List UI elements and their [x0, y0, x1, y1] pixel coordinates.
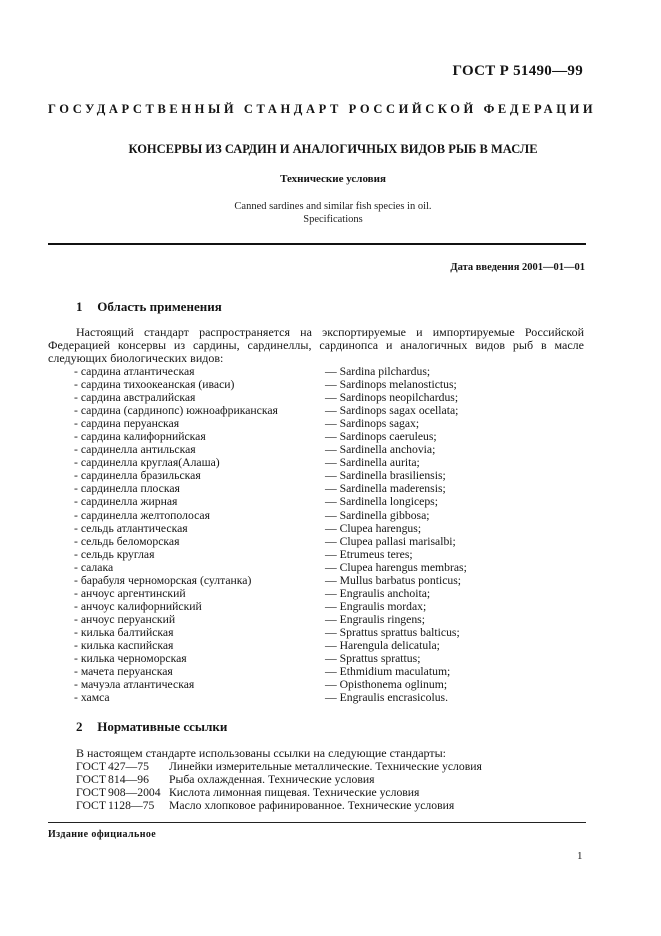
species-row — [74, 652, 594, 665]
species-row — [74, 574, 594, 587]
section-1-number: 1 — [76, 299, 83, 314]
species-latin-name: — Sardinops melanostictus; — [325, 378, 457, 392]
species-latin-name: — Engraulis encrasicolus. — [325, 691, 449, 705]
species-row — [74, 417, 594, 430]
species-row — [74, 404, 594, 417]
species-row — [74, 587, 594, 600]
species-latin-name: — Etrumeus teres; — [325, 547, 413, 561]
reference-number: 814—96 — [108, 773, 149, 786]
species-row — [74, 365, 594, 378]
species-latin-name: — Engraulis ringens; — [325, 612, 425, 626]
species-russian-name: - сардина атлантическая — [74, 365, 195, 378]
species-latin-name: — Engraulis mordax; — [325, 599, 427, 613]
species-row — [74, 430, 594, 443]
species-russian-name: - мачуэла атлантическая — [74, 678, 195, 692]
species-latin-name: — Sardinella maderensis; — [325, 482, 446, 496]
species-row — [74, 626, 594, 639]
reference-row — [76, 760, 596, 773]
section-2-number: 2 — [76, 719, 83, 734]
species-russian-name: - хамса — [74, 691, 110, 705]
species-russian-name: - сардина австралийская — [74, 391, 196, 405]
species-latin-name: — Sardinella longiceps; — [325, 495, 438, 509]
species-russian-name: - сардинелла антильская — [74, 443, 196, 457]
state-standard-banner: ГОСУДАРСТВЕННЫЙ СТАНДАРТ РОССИЙСКОЙ ФЕДЕРАЦИИ — [48, 102, 597, 116]
species-russian-name: - анчоус калифорнийский — [74, 599, 202, 613]
document-title: КОНСЕРВЫ ИЗ САРДИН И АНАЛОГИЧНЫХ ВИДОВ РЫБ В МАСЛЕ — [128, 142, 538, 156]
species-latin-name: — Sprattus sprattus balticus; — [325, 625, 460, 639]
species-row — [74, 378, 594, 391]
species-row — [74, 522, 594, 535]
species-row — [74, 391, 594, 404]
reference-list — [76, 760, 596, 812]
normative-references — [76, 747, 596, 812]
species-russian-name: - анчоус перуанский — [74, 612, 176, 626]
species-latin-name: — Mullus barbatus ponticus; — [325, 573, 462, 587]
reference-row — [76, 773, 596, 786]
english-title — [48, 200, 618, 226]
reference-number: 427—75 — [108, 760, 149, 773]
species-row — [74, 613, 594, 626]
references-intro: В настоящем стандарте использованы ссылки на следующие стандарты: — [76, 746, 447, 760]
reference-title: Рыба охлажденная. Технические условия — [169, 773, 375, 786]
species-row — [74, 443, 594, 456]
footer-divider — [48, 822, 586, 823]
species-russian-name: - сардинелла жирная — [74, 495, 178, 509]
species-latin-name: — Clupea harengus membras; — [325, 560, 467, 574]
species-russian-name: - мачета перуанская — [74, 665, 173, 679]
species-row — [74, 456, 594, 469]
species-row — [74, 548, 594, 561]
species-list — [74, 365, 594, 704]
species-russian-name: - килька балтийская — [74, 625, 174, 639]
species-latin-name: — Sardinella gibbosa; — [325, 508, 430, 522]
species-russian-name: - килька каспийская — [74, 638, 174, 652]
reference-title: Кислота лимонная пищевая. Технические условия — [169, 786, 420, 799]
species-russian-name: - сардинелла плоская — [74, 482, 180, 496]
reference-prefix: ГОСТ — [76, 773, 106, 786]
species-latin-name: — Sardina pilchardus; — [325, 365, 431, 378]
species-russian-name: - салака — [74, 560, 114, 574]
section-1-heading — [76, 299, 222, 315]
species-latin-name: — Sprattus sprattus; — [325, 652, 421, 666]
species-row — [74, 600, 594, 613]
reference-number: 908—2004 — [108, 786, 161, 799]
species-row — [74, 495, 594, 508]
section-1-paragraph — [48, 326, 584, 365]
species-russian-name: - сардина перуанская — [74, 417, 180, 431]
species-russian-name: - сардина (сардинопс) южноафриканская — [74, 404, 278, 418]
species-latin-name: — Sardinella aurita; — [325, 456, 420, 470]
page-number: 1 — [577, 850, 583, 862]
species-russian-name: - сардинелла желтополосая — [74, 508, 210, 522]
species-latin-name: — Sardinops sagax ocellata; — [325, 404, 459, 418]
species-russian-name: - барабуля черноморская (султанка) — [74, 573, 252, 587]
header-divider — [48, 243, 586, 245]
species-russian-name: - сардинелла круглая(Алаша) — [74, 456, 220, 470]
species-latin-name: — Sardinops neopilchardus; — [325, 391, 459, 405]
reference-row — [76, 786, 596, 799]
species-latin-name: — Opisthonema oglinum; — [325, 678, 448, 692]
species-russian-name: - сельдь беломорская — [74, 534, 180, 548]
species-latin-name: — Ethmidium maculatum; — [325, 665, 451, 679]
species-russian-name: - сельдь круглая — [74, 547, 155, 561]
english-title-line-1: Canned sardines and similar fish species in oil. — [234, 201, 432, 212]
species-russian-name: - сардина калифорнийская — [74, 430, 206, 444]
species-russian-name: - сардинелла бразильская — [74, 469, 201, 483]
reference-prefix: ГОСТ — [76, 760, 106, 773]
species-russian-name: - килька черноморская — [74, 652, 187, 666]
species-latin-name: — Sardinella brasiliensis; — [325, 469, 446, 483]
reference-prefix: ГОСТ — [76, 786, 106, 799]
species-row — [74, 639, 594, 652]
standard-number: ГОСТ Р 51490—99 — [452, 63, 583, 79]
species-russian-name: - сардина тихоокеанская (иваси) — [74, 378, 235, 392]
reference-row — [76, 799, 596, 812]
species-latin-name: — Sardinops caeruleus; — [325, 430, 437, 444]
species-row — [74, 678, 594, 691]
document-subtitle: Технические условия — [280, 173, 386, 185]
species-latin-name: — Clupea pallasi marisalbi; — [325, 534, 456, 548]
english-title-line-2: Specifications — [303, 214, 363, 225]
species-row — [74, 469, 594, 482]
species-row — [74, 509, 594, 522]
species-row — [74, 535, 594, 548]
edition-label: Издание официальное — [48, 829, 157, 840]
section-1-title: Область применения — [97, 299, 222, 314]
species-row — [74, 561, 594, 574]
reference-title: Линейки измерительные металлические. Технические условия — [169, 760, 482, 773]
reference-number: 1128—75 — [108, 799, 155, 812]
species-row — [74, 482, 594, 495]
species-row — [74, 691, 594, 704]
scope-text: Настоящий стандарт распространяется на экспортируемые и импортируемые Российской Федерацией консервы из сардины, сардинеллы, сардинопса и аналогичных видов рыб в масле следующих биологических видов: — [48, 325, 584, 365]
section-2-heading — [76, 719, 227, 735]
species-row — [74, 665, 594, 678]
section-2-title: Нормативные ссылки — [97, 719, 228, 734]
species-latin-name: — Harengula delicatula; — [325, 638, 440, 652]
introduction-date: Дата введения 2001—01—01 — [450, 262, 585, 273]
species-latin-name: — Sardinella anchovia; — [325, 443, 436, 457]
species-latin-name: — Engraulis anchoita; — [325, 586, 431, 600]
species-russian-name: - анчоус аргентинский — [74, 586, 186, 600]
reference-prefix: ГОСТ — [76, 799, 106, 812]
reference-title: Масло хлопковое рафинированное. Технические условия — [169, 799, 455, 812]
species-latin-name: — Sardinops sagax; — [325, 417, 420, 431]
species-russian-name: - сельдь атлантическая — [74, 521, 188, 535]
species-latin-name: — Clupea harengus; — [325, 521, 422, 535]
